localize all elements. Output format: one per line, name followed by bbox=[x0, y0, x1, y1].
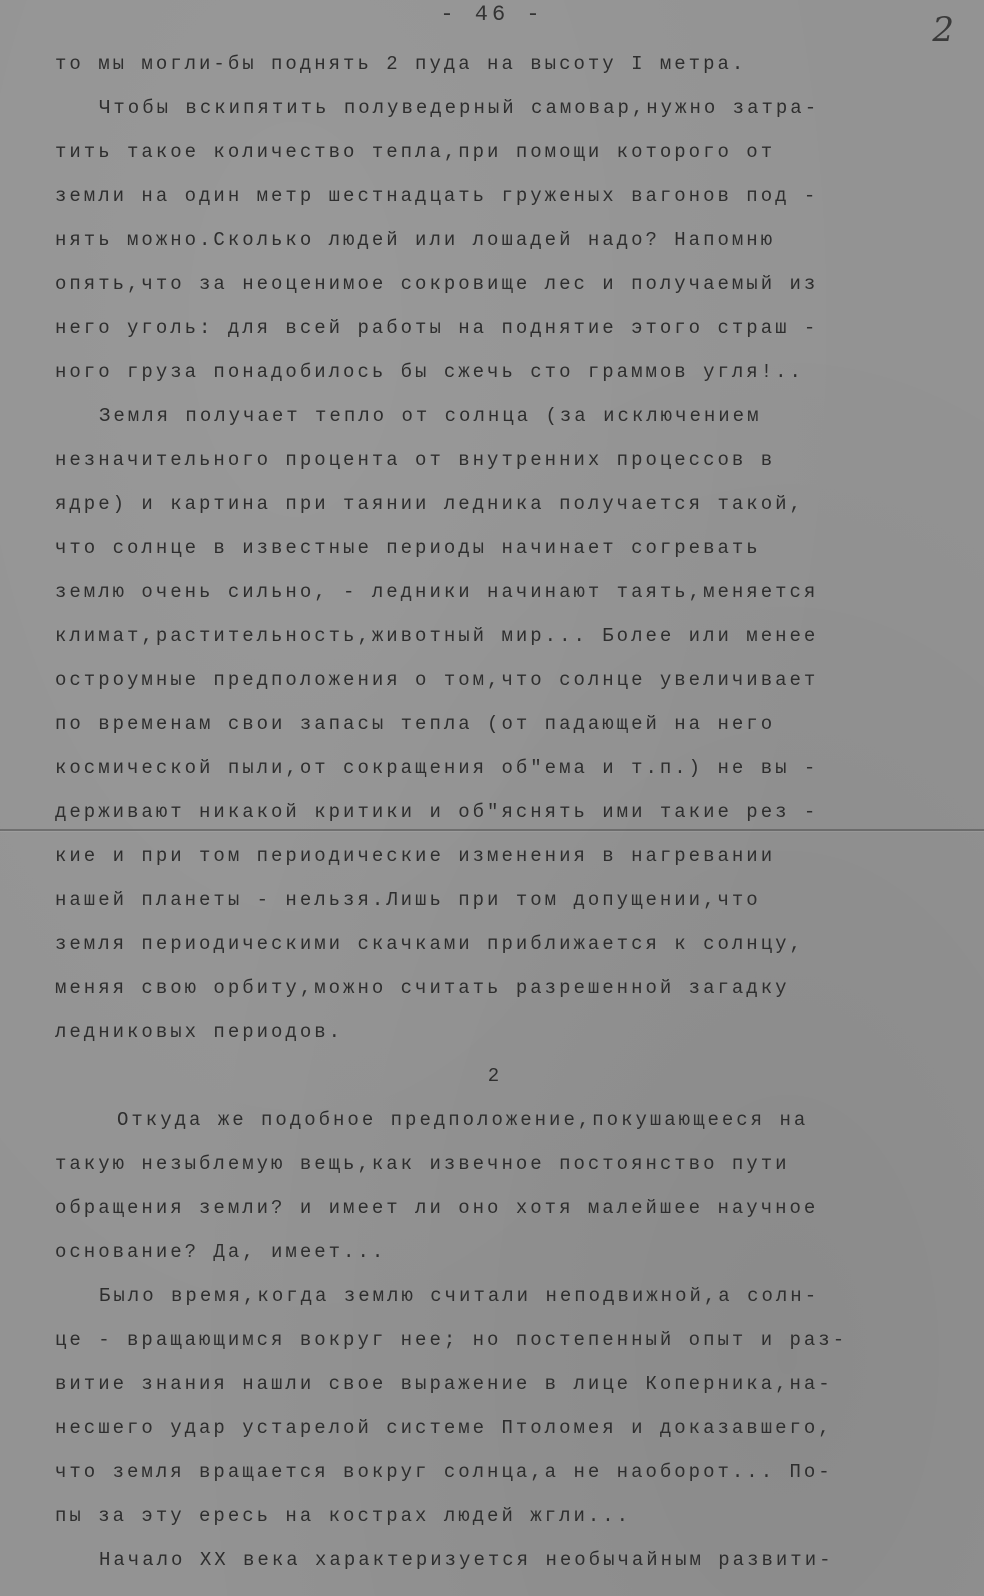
text-line: кие и при том периодические изменения в нагревании bbox=[55, 845, 776, 867]
text-line: него уголь: для всей работы на поднятие этого страш - bbox=[55, 317, 819, 339]
text-line: то мы могли-бы поднять 2 пуда на высоту I метра. bbox=[55, 53, 747, 75]
text-line: такую незыблемую вещь,как извечное постоянство пути bbox=[55, 1153, 790, 1175]
text-line: пы за эту ересь на кострах людей жгли... bbox=[55, 1505, 632, 1527]
text-line: ного груза понадобилось бы сжечь сто граммов угля!.. bbox=[55, 361, 804, 383]
text-line: что земля вращается вокруг солнца,а не наоборот... По- bbox=[55, 1461, 833, 1483]
text-line: Начало XX века характеризуется необычайным развити- bbox=[99, 1549, 834, 1571]
typed-text-body bbox=[55, 42, 935, 1582]
text-line: ледниковых периодов. bbox=[55, 1021, 344, 1043]
text-line: це - вращающимся вокруг нее; но постепенный опыт и раз- bbox=[55, 1329, 848, 1351]
text-line: космической пыли,от сокращения об"ема и т.п.) не вы - bbox=[55, 757, 819, 779]
text-line: Чтобы вскипятить полуведерный самовар,нужно затра- bbox=[99, 97, 820, 119]
text-line: климат,растительность,животный мир... Более или менее bbox=[55, 625, 819, 647]
text-line: землю очень сильно, - ледники начинают таять,меняется bbox=[55, 581, 819, 603]
text-line: незначительного процента от внутренних процессов в bbox=[55, 449, 776, 471]
text-line: Откуда же подобное предположение,покушающееся на bbox=[117, 1109, 809, 1131]
page-number: - 46 - bbox=[440, 2, 544, 27]
text-line: земля периодическими скачками приближается к солнцу, bbox=[55, 933, 804, 955]
text-line: нашей планеты - нельзя.Лишь при том допущении,что bbox=[55, 889, 761, 911]
text-line: несшего удар устарелой системе Птоломея и доказавшего, bbox=[55, 1417, 833, 1439]
handwritten-sheet-number: 2 bbox=[932, 10, 954, 50]
text-line: по временам свои запасы тепла (от падающей на него bbox=[55, 713, 776, 735]
text-line: что солнце в известные периоды начинает согревать bbox=[55, 537, 761, 559]
section-heading: 2 bbox=[487, 1065, 503, 1087]
text-line: земли на один метр шестнадцать груженых вагонов под - bbox=[55, 185, 819, 207]
text-line: меняя свою орбиту,можно считать разрешенной загадку bbox=[55, 977, 790, 999]
text-line: витие знания нашли свое выражение в лице Коперника,на- bbox=[55, 1373, 833, 1395]
text-line: Земля получает тепло от солнца (за исключением bbox=[99, 405, 762, 427]
text-line: держивают никакой критики и об"яснять ими такие рез - bbox=[55, 801, 819, 823]
text-line: нять можно.Сколько людей или лошадей надо? Напомню bbox=[55, 229, 776, 251]
text-line: ядре) и картина при таянии ледника получается такой, bbox=[55, 493, 804, 515]
text-line: Было время,когда землю считали неподвижной,а солн- bbox=[99, 1285, 820, 1307]
text-line: остроумные предположения о том,что солнце увеличивает bbox=[55, 669, 819, 691]
text-line: опять,что за неоценимое сокровище лес и получаемый из bbox=[55, 273, 819, 295]
text-line: основание? Да, имеет... bbox=[55, 1241, 387, 1263]
text-line: тить такое количество тепла,при помощи которого от bbox=[55, 141, 776, 163]
text-line: обращения земли? и имеет ли оно хотя малейшее научное bbox=[55, 1197, 819, 1219]
